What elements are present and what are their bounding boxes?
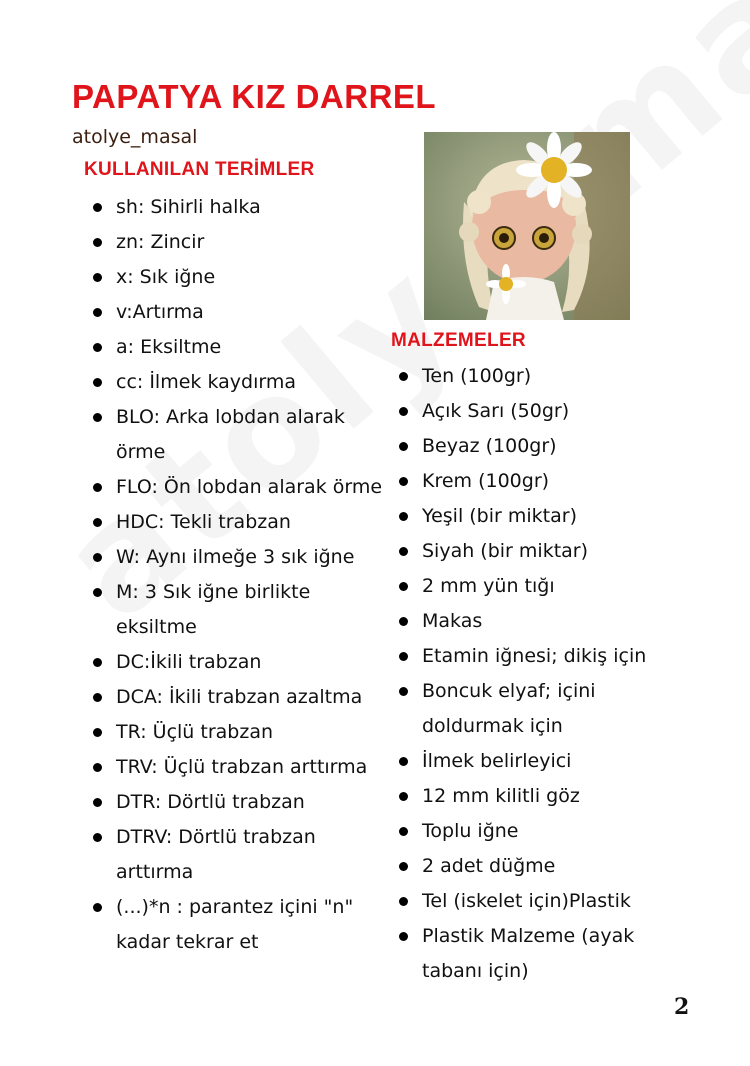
- materials-heading: MALZEMELER: [391, 330, 526, 351]
- list-item: M: 3 Sık iğne birlikte eksiltme: [90, 575, 390, 645]
- list-item: Etamin iğnesi; dikiş için: [396, 639, 666, 674]
- list-item: DTR: Dörtlü trabzan: [90, 785, 390, 820]
- list-item: Yeşil (bir miktar): [396, 499, 666, 534]
- list-item: cc: İlmek kaydırma: [90, 365, 390, 400]
- list-item: Boncuk elyaf; içini doldurmak için: [396, 674, 666, 744]
- list-item: HDC: Tekli trabzan: [90, 505, 390, 540]
- doll-illustration: [424, 132, 630, 320]
- list-item: DTRV: Dörtlü trabzan arttırma: [90, 820, 390, 890]
- list-item: Tel (iskelet için)Plastik: [396, 884, 666, 919]
- list-item: Açık Sarı (50gr): [396, 394, 666, 429]
- list-item: Krem (100gr): [396, 464, 666, 499]
- list-item: W: Aynı ilmeğe 3 sık iğne: [90, 540, 390, 575]
- list-item: BLO: Arka lobdan alarak örme: [90, 400, 390, 470]
- list-item: (...)*n : parantez içini "n" kadar tekrar et: [90, 890, 390, 960]
- list-item: FLO: Ön lobdan alarak örme: [90, 470, 390, 505]
- terms-heading: KULLANILAN TERİMLER: [84, 159, 315, 180]
- list-item: 12 mm kilitli göz: [396, 779, 666, 814]
- list-item: DC:İkili trabzan: [90, 645, 390, 680]
- author-name: atolye_masal: [72, 126, 198, 148]
- list-item: Plastik Malzeme (ayak tabanı için): [396, 919, 666, 989]
- list-item: Makas: [396, 604, 666, 639]
- page-title: PAPATYA KIZ DARREL: [72, 78, 437, 115]
- list-item: İlmek belirleyici: [396, 744, 666, 779]
- terms-list: [90, 190, 390, 960]
- list-item: Beyaz (100gr): [396, 429, 666, 464]
- list-item: sh: Sihirli halka: [90, 190, 390, 225]
- list-item: Ten (100gr): [396, 359, 666, 394]
- list-item: v:Artırma: [90, 295, 390, 330]
- list-item: Siyah (bir miktar): [396, 534, 666, 569]
- doll-photo: [424, 132, 630, 320]
- page-number: 2: [674, 994, 690, 1020]
- list-item: x: Sık iğne: [90, 260, 390, 295]
- list-item: 2 mm yün tığı: [396, 569, 666, 604]
- list-item: DCA: İkili trabzan azaltma: [90, 680, 390, 715]
- list-item: TRV: Üçlü trabzan arttırma: [90, 750, 390, 785]
- materials-list: [396, 359, 666, 989]
- list-item: 2 adet düğme: [396, 849, 666, 884]
- list-item: Toplu iğne: [396, 814, 666, 849]
- list-item: a: Eksiltme: [90, 330, 390, 365]
- list-item: TR: Üçlü trabzan: [90, 715, 390, 750]
- list-item: zn: Zincir: [90, 225, 390, 260]
